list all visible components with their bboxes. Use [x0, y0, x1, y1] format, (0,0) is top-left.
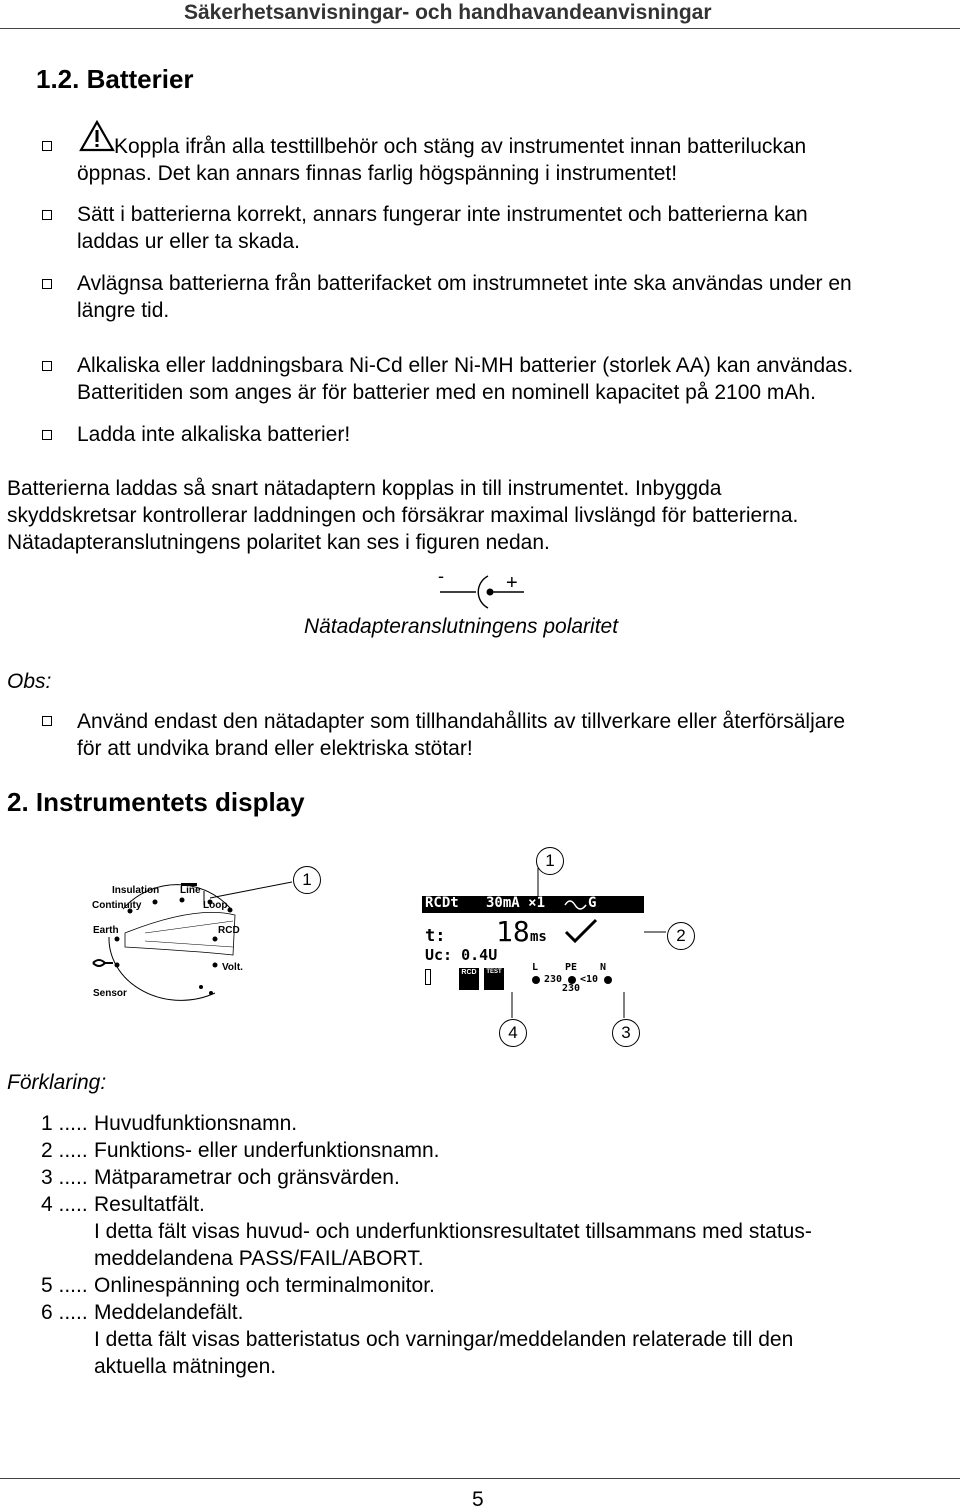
- callout-leaders: [200, 860, 700, 1030]
- dial-label-line: Line: [180, 885, 201, 896]
- legend-item-4-detail-1: I detta fält visas huvud- och underfunktionsresultatet tillsammans med status-: [94, 1220, 812, 1243]
- polarity-minus: -: [438, 566, 444, 586]
- legend-num: 5 .....: [41, 1274, 88, 1297]
- section-heading-display: 2. Instrumentets display: [7, 787, 305, 817]
- legend-item-6: [41, 1299, 243, 1326]
- legend-item-4-detail-2: meddelandena PASS/FAIL/ABORT.: [94, 1247, 424, 1270]
- terminal-n: N: [600, 962, 607, 973]
- legend-title: Förklaring:: [7, 1071, 107, 1094]
- bullet-4-line-2: Batteritiden som anges är för batterier med en nominell kapacitet på 2100 mAh.: [77, 381, 816, 404]
- test-status-icon: TEST: [484, 968, 504, 990]
- lcd-uc: Uc: 0.4U: [425, 946, 498, 964]
- voltage-l-n: 230: [562, 983, 581, 994]
- terminal-pe: PE: [565, 962, 578, 973]
- dial-label-volt: Volt.: [222, 962, 243, 973]
- warning-triangle-icon: [79, 120, 115, 152]
- lcd-g: G: [588, 895, 597, 911]
- bullet-4-line-1: Alkaliska eller laddningsbara Ni-Cd eller Ni-MH batterier (storlek AA) kan användas.: [77, 354, 854, 377]
- legend-text: Meddelandefält.: [94, 1301, 244, 1324]
- dial-label-rcd: RCD: [218, 925, 240, 936]
- header-rule: [0, 28, 960, 29]
- legend-item-1: [41, 1110, 297, 1137]
- running-header: Säkerhetsanvisningar- och handhavandeanvisningar: [184, 1, 712, 24]
- bullet-marker: [42, 430, 52, 440]
- paragraph-line-3: Nätadapteranslutningens polaritet kan ses i figuren nedan.: [7, 531, 550, 554]
- bullet-1-line-1: Koppla ifrån alla testtillbehör och stäng av instrumentet innan batteriluckan: [114, 135, 807, 158]
- callout-3: 3: [612, 1019, 640, 1047]
- legend-item-4: [41, 1191, 205, 1218]
- legend-text: Resultatfält.: [94, 1193, 205, 1216]
- lcd-t-label: t:: [425, 926, 446, 946]
- legend-num: 2 .....: [41, 1139, 88, 1162]
- legend-num: 6 .....: [41, 1301, 88, 1324]
- note-line-2: för att undvika brand eller elektriska stötar!: [77, 737, 473, 760]
- lcd-params: 30mA ×1: [486, 895, 546, 911]
- voltage-pe-n: <10: [580, 974, 599, 985]
- callout-2: 2: [667, 922, 695, 950]
- callout-1-lcd: 1: [536, 847, 564, 875]
- bullet-marker: [42, 141, 52, 151]
- legend-item-6-detail-1: I detta fält visas batteristatus och varningar/meddelanden relaterade till den: [94, 1328, 794, 1351]
- page-number: 5: [472, 1488, 484, 1511]
- polarity-plus: +: [506, 572, 518, 594]
- footer-rule: [0, 1478, 960, 1479]
- bullet-3-line-2: längre tid.: [77, 299, 170, 322]
- bullet-2-line-2: laddas ur eller ta skada.: [77, 230, 300, 253]
- bullet-marker: [42, 210, 52, 220]
- note-line-1: Använd endast den nätadapter som tillhandahållits av tillverkare eller återförsäljare: [77, 710, 846, 733]
- terminal-l: L: [532, 962, 539, 973]
- legend-num: 3 .....: [41, 1166, 88, 1189]
- dial-label-loop: Loop: [203, 900, 228, 911]
- polarity-symbol-icon: [438, 570, 538, 614]
- bullet-marker: [42, 716, 52, 726]
- voltage-l-pe: 230: [544, 974, 563, 985]
- lcd-t-unit: ms: [530, 929, 547, 945]
- section-heading-batterier: 1.2. Batterier: [36, 64, 194, 94]
- legend-item-2: [41, 1137, 440, 1164]
- bullet-3-line-1: Avlägnsa batterierna från batterifacket om instrumnetet inte ska användas under en: [77, 272, 852, 295]
- legend-text: Onlinespänning och terminalmonitor.: [94, 1274, 435, 1297]
- legend-num: 4 .....: [41, 1193, 88, 1216]
- callout-4: 4: [499, 1019, 527, 1047]
- lcd-t-value: 18: [496, 915, 530, 948]
- polarity-caption: Nätadapteranslutningens polaritet: [304, 615, 619, 638]
- bullet-marker: [42, 361, 52, 371]
- paragraph-line-1: Batterierna laddas så snart nätadaptern kopplas in till instrumentet. Inbyggda: [7, 477, 722, 500]
- callout-1-dial: 1: [293, 866, 321, 894]
- bullet-1-line-2: öppnas. Det kan annars finnas farlig högspänning i instrumentet!: [77, 162, 678, 185]
- legend-item-3: [41, 1164, 400, 1191]
- dial-label-earth: Earth: [93, 925, 119, 936]
- bullet-2-line-1: Sätt i batterierna korrekt, annars fungerar inte instrumentet och batterierna kan: [77, 203, 808, 226]
- note-label: Obs:: [7, 670, 52, 693]
- legend-num: 1 .....: [41, 1112, 88, 1135]
- bullet-marker: [42, 279, 52, 289]
- paragraph-line-2: skyddskretsar kontrollerar laddningen och försäkrar maximal livslängd för batterierna.: [7, 504, 799, 527]
- dial-label-continuity: Continuity: [92, 900, 142, 911]
- rcd-status-icon: RCD: [459, 968, 479, 990]
- bullet-5-line-1: Ladda inte alkaliska batterier!: [77, 423, 351, 446]
- legend-text: Huvudfunktionsnamn.: [94, 1112, 298, 1135]
- legend-text: Mätparametrar och gränsvärden.: [94, 1166, 400, 1189]
- legend-item-6-detail-2: aktuella mätningen.: [94, 1355, 277, 1378]
- legend-item-5: [41, 1272, 435, 1299]
- dial-label-sensor: Sensor: [93, 988, 127, 999]
- dial-label-insulation: Insulation: [112, 885, 160, 896]
- lcd-function-name: RCDt: [425, 895, 459, 911]
- legend-text: Funktions- eller underfunktionsnamn.: [94, 1139, 440, 1162]
